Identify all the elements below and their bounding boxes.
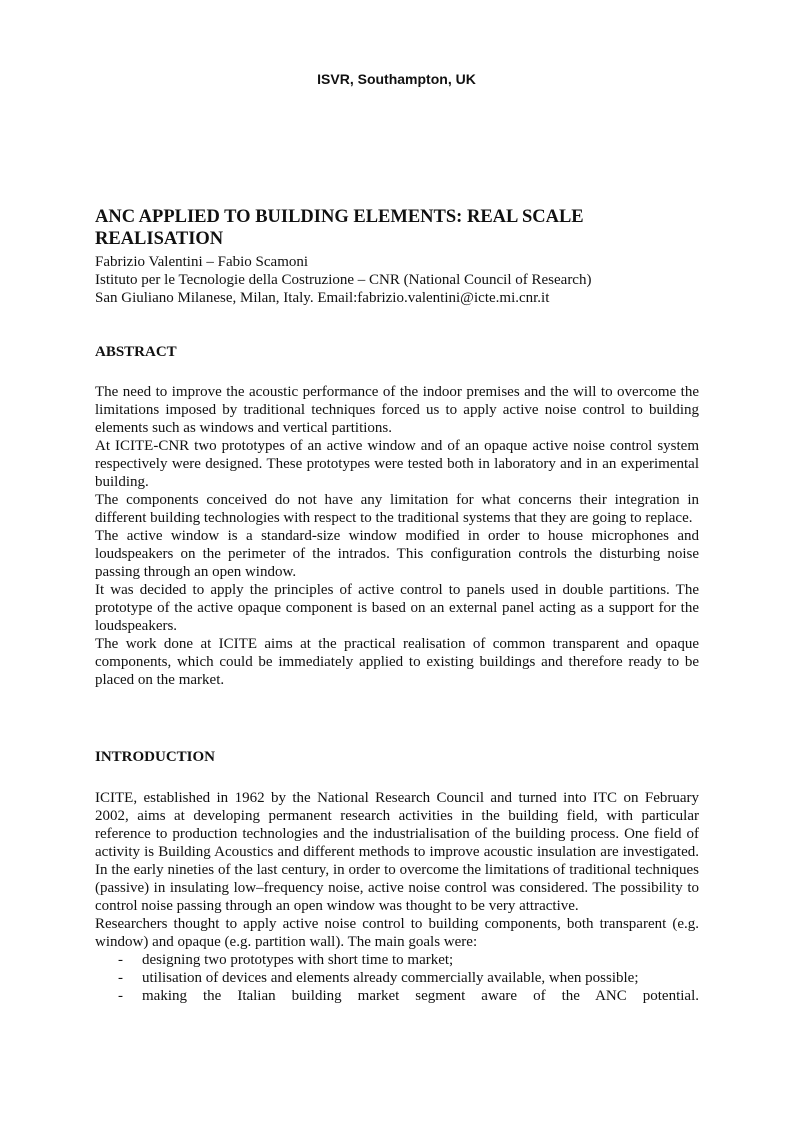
goals-list-text: designing two prototypes with short time to market; (142, 952, 454, 968)
abstract-heading: ABSTRACT (95, 344, 177, 360)
abstract-paragraph: The work done at ICITE aims at the practical realisation of common transparent and opaque components, which could be immediately applied to existing buildings and therefore ready to be placed on the market. (95, 636, 699, 688)
introduction-paragraph: ICITE, established in 1962 by the National Research Council and turned into ITC on February 2002, aims at developing permanent research activities in the building field, with particular reference to production technologies and the industrialisation of the building process. One field of activity is Building Acoustics and different methods to improve acoustic insulation are investigated. In the early nineties of the last century, in order to overcome the limitations of traditional techniques (passive) in insulating low–frequency noise, active noise control was considered. The possibility to control noise passing through an open window was thought to be very attractive. (95, 790, 699, 914)
abstract-paragraph: The need to improve the acoustic performance of the indoor premises and the will to overcome the limitations imposed by traditional techniques forced us to apply active noise control to building elements such as windows and vertical partitions. (95, 384, 699, 436)
goals-list-item (95, 951, 699, 969)
goals-list (95, 951, 699, 1005)
abstract-paragraph: The active window is a standard-size window modified in order to house microphones and loudspeakers on the perimeter of the intrados. This configuration controls the disturbing noise passing through an open window. (95, 528, 699, 580)
author-address: San Giuliano Milanese, Milan, Italy. Email:fabrizio.valentini@icte.mi.cnr.it (95, 290, 550, 306)
paper-title (95, 206, 699, 250)
goals-list-item (95, 969, 699, 987)
introduction-paragraph: Researchers thought to apply active noise control to building components, both transparent (e.g. window) and opaque (e.g. partition wall). The main goals were: (95, 916, 699, 950)
abstract-body (95, 383, 699, 689)
goals-list-text: making the Italian building market segment aware of the ANC potential. (142, 988, 699, 1004)
goals-list-item (95, 987, 699, 1005)
author-block (95, 253, 699, 307)
list-dash: - (118, 970, 123, 986)
list-dash: - (118, 988, 123, 1004)
abstract-paragraph: It was decided to apply the principles of active control to panels used in double partitions. The prototype of the active opaque component is based on an external panel acting as a support for the loudspeakers. (95, 582, 699, 634)
paper-title-line-2: REALISATION (95, 229, 224, 249)
list-dash: - (118, 952, 123, 968)
abstract-paragraph: The components conceived do not have any limitation for what concerns their integration in different building technologies with respect to the traditional systems that they are going to replace. (95, 492, 699, 526)
introduction-body (95, 789, 699, 1005)
introduction-heading: INTRODUCTION (95, 749, 216, 765)
author-affiliation: Istituto per le Tecnologie della Costruzione – CNR (National Council of Research) (95, 272, 592, 288)
author-names: Fabrizio Valentini – Fabio Scamoni (95, 254, 309, 270)
abstract-paragraph: At ICITE-CNR two prototypes of an active window and of an opaque active noise control system respectively were designed. These prototypes were tested both in laboratory and in an experimental building. (95, 438, 699, 490)
running-header: ISVR, Southampton, UK (317, 71, 476, 87)
paper-title-line-1: ANC APPLIED TO BUILDING ELEMENTS: REAL SCALE (95, 207, 584, 227)
goals-list-text: utilisation of devices and elements already commercially available, when possible; (142, 970, 639, 986)
